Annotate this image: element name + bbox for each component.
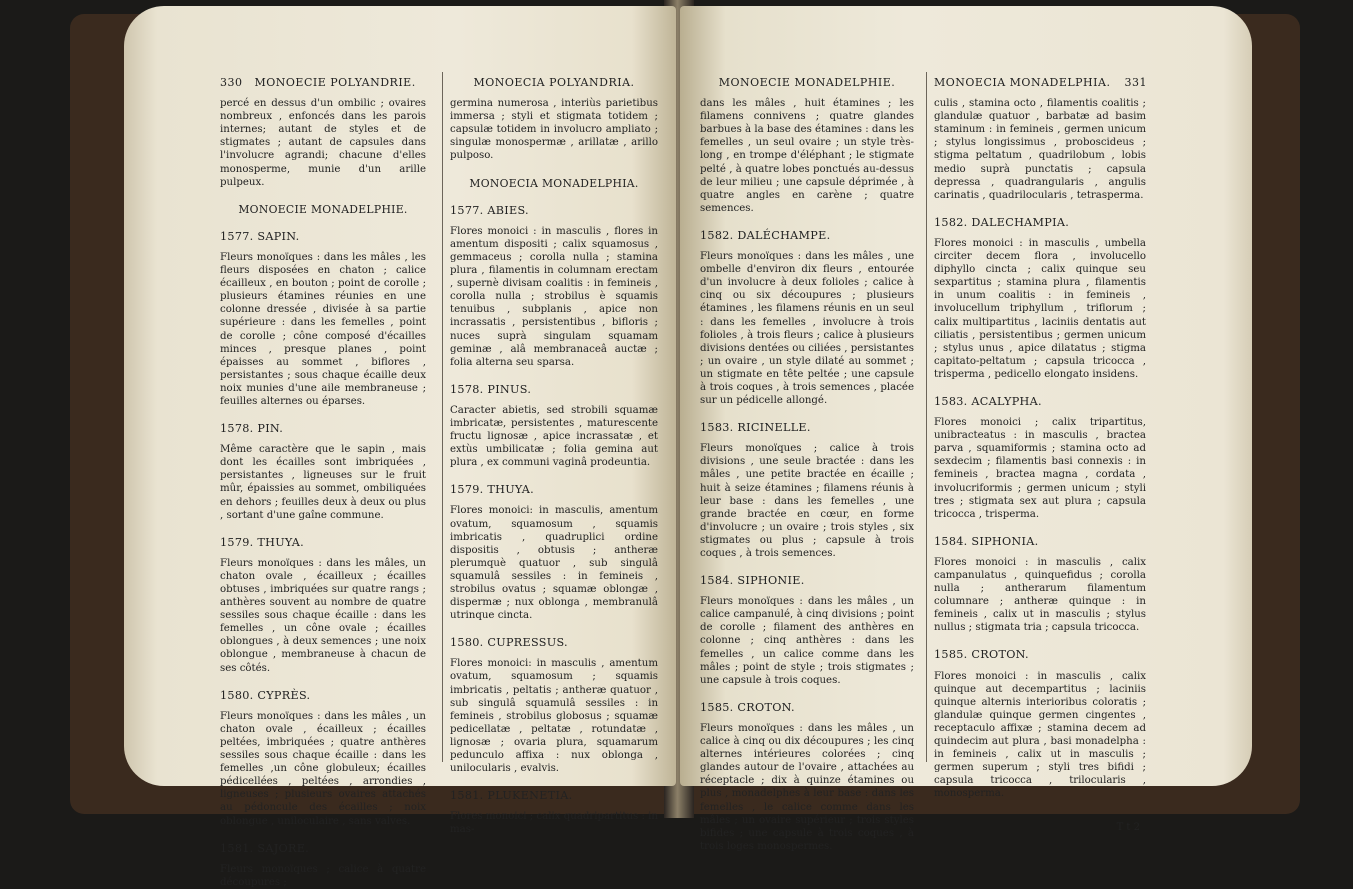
entry-list: [934, 216, 1146, 801]
paragraph: dans les mâles , huit étamines ; les filamens connivens ; quatre glandes barbues à la base des étamines : dans les femelles , un seul ovaire ; un style très-long , en trompe d'éléphant ; le stigmate pelté , à quatre lobes ponctués au-dessus de leur milieu ; une capsule déprimée , à quatre angles en carène ; quatre semences.: [700, 98, 915, 214]
entry-text: Fleurs monoïques ; calice à quatre découpures ;: [220, 863, 426, 888]
paragraph: culis , stamina octo , filamentis coalitis ; glandulæ quatuor , barbatæ ad basim staminum : in femineis , germen unicum ; stylus longissimus , proboscideus ; stigma peltatum , quadrilobum , lobis medio suprà punctatis ; capsula depressa , quadrangularis , angulis carinatis , quadrilocularis , tetrasperma.: [934, 98, 1146, 201]
entry-text: Flores monoici: in masculis , amentum ovatum, squamosum ; squamis imbricatis , peltatis ; antheræ quatuor , sub singulâ squamulâ sessiles : in femineis , strobilus globosus ; squamæ pedicellatæ , peltatæ , rotundatæ , lignosæ ; ovaria plura, squamarum pedunculo affixa : nux oblonga , unilocularis , evalvis.: [450, 658, 658, 775]
section-heading: MONOECIA MONADELPHIA.: [469, 176, 639, 190]
entry-title: 1578. PINUS.: [450, 382, 532, 396]
entry-text: Flores monoici : in masculis , umbella circiter decem flora , involucello diphyllo cincta ; calix quinque seu sexpartitus ; stamina plura , filamentis in unum coalitis : in femineis , involucellum triphyllum , triflorum ; calix multipartitus , laciniis dentatis aut ciliatis , persistentibus ; germen unicum ; stylus unus , apice dilatatus ; stigma capitato-peltatum ; capsula tricocca , trisperma , pedicello elongato insidens.: [934, 237, 1146, 380]
left-page: [124, 6, 676, 888]
entry-title: 1580. CUPRESSUS.: [450, 636, 568, 650]
signature-mark: T t 2: [1116, 821, 1140, 833]
running-header: MONOECIA MONADELPHIA.: [934, 76, 1111, 89]
section-heading: MONOECIE MONADELPHIE.: [238, 202, 408, 216]
entry-text: Flores monoici: in masculis, amentum ovatum, squamosum , squamis imbricatis , quadruplici ordine dispositis , obtusis ; antheræ plerumquè quatuor , sub singulâ squamulâ sessiles : in femineis , strobilus ovatus ; squamæ oblongæ , dispermæ ; nux oblonga , membranulâ utrinque cincta.: [450, 505, 658, 622]
running-header: MONOECIE POLYANDRIE.: [254, 76, 416, 89]
entry-title: 1577. ABIES.: [450, 203, 529, 217]
entry-text: Fleurs monoïques : dans les mâles , un calice campanulé, à cinq divisions ; point de corolle ; filament des anthères en colonne ; cinq anthères : dans les femelles , un calice comme dans les mâles ; point de style ; trois stigmates ; une capsule à trois coques.: [700, 596, 914, 686]
right-page-latin-column: [934, 76, 1146, 834]
running-header: MONOECIA POLYANDRIA.: [473, 76, 635, 89]
entry-title: 1580. CYPRÈS.: [220, 688, 311, 702]
column-divider: [442, 72, 443, 762]
entry-title: 1581. SAJORE.: [220, 841, 310, 855]
entry-title: 1583. ACALYPHA.: [934, 394, 1042, 408]
entry-text: Flores monoici ; calix quadripartitus : in mas-: [450, 811, 658, 836]
running-header: MONOECIE MONADELPHIE.: [718, 76, 896, 89]
left-page-french-column: [220, 76, 426, 889]
entry-title: 1578. PIN.: [220, 422, 284, 436]
entry-text: Flores monoici : in masculis , calix quinque aut decempartitus ; laciniis quinque alternis interioribus coloratis ; glandulæ quinque germen cingentes , receptaculo affixæ ; stamina decem ad quindecim aut plura , basi monadelpha : in femineis , calix ut in masculis ; germen superum ; styli tres bifidi ; capsula tricocca , trilocularis , monosperma.: [934, 670, 1146, 800]
entry-text: Fleurs monoïques : dans les mâles , un chaton ovale , écailleux ; écailles peltées, imbriquées ; quatre anthères sessiles sous chaque écaille : dans les femelles ,un cône globuleux; écailles pédicellées , peltées , arrondies , ligneuses ; plusieurs ovaires attachés au pédoncule des écailles ; noix oblongue , uniloculaire , sans valves.: [220, 710, 426, 827]
paragraph: percé en dessus d'un ombilic ; ovaires nombreux , enfoncés dans les parois internes; autant de styles et de stigmates ; autant de capsules dans l'involucre agrandi; chacune d'elles monosperme, munie d'un arille pulpeux.: [220, 98, 426, 188]
entry-list: [450, 204, 658, 837]
entry-text: Fleurs monoïques : dans les mâles, un chaton ovale , écailleux ; écailles obtuses , imbriquées sur quatre rangs ; anthères souvent au nombre de quatre sessiles sous chaque écaille : dans les femelles , un cône ovale ; écailles oblongues , à deux semences ; une noix oblongue , membraneuse à chacun de ses côtés.: [220, 557, 426, 674]
entry-text: Fleurs monoïques ; calice à trois divisions , une seule bractée : dans les mâles , une petite bractée en écaille ; huit à seize étamines ; filamens réunis à leur base : dans les femelles , une grande bractée en cœur, en forme d'involucre ; un ovaire ; trois styles , six stigmates ou plus ; capsule à trois coques , à trois semences.: [700, 443, 914, 559]
entry-text: Fleurs monoïques : dans les mâles , les fleurs disposées en chaton ; calice écailleux , en bouton ; point de corolle ; plusieurs étamines réunies en une colonne dressée , divisée à sa partie supérieure : dans les femelles , point de corolle ; cône composé d'écailles minces , presque planes , point épaisses au sommet , biflores , persistantes ; sous chaque écaille deux noix munies d'une aile membraneuse ; feuilles alternes ou éparses.: [220, 251, 426, 407]
entry-text: Flores monoici : in masculis , calix campanulatus , quinquefidus ; corolla nulla ; antherarum filamentum columnare ; antheræ quinque : in femineis , calix ut in masculis ; stylus nullus ; stigmata tria ; capsula tricocca.: [934, 556, 1146, 634]
entry-title: 1584. SIPHONIA.: [934, 534, 1039, 548]
entry-text: Flores monoici ; calix tripartitus, unibracteatus : in masculis , bractea parva , squamiformis ; stamina octo ad sexdecim ; filamentis basi connexis : in femineis , bractea magna , cordata , involucriformis ; germen unicum ; styli tres ; stigmata sex aut plura ; capsula tricocca , trisperma.: [934, 417, 1146, 520]
entry-text: Même caractère que le sapin , mais dont les écailles sont imbriquées , persistantes , ligneuses sur le fruit mûr, épaissies au sommet, ombiliquées en dehors ; feuilles deux à deux ou plus , sortant d'une gaîne commune.: [220, 444, 426, 521]
entry-title: 1581. PLUKENETIA.: [450, 789, 573, 803]
entry-title: 1585. CROTON.: [934, 648, 1029, 662]
entry-text: Flores monoici : in masculis , flores in amentum dispositi ; calix squamosus , gemmaceus ; corolla nulla ; stamina plura , filamentis in columnam erectam , supernè divisam coalitis : in femineis , corolla nulla ; strobilus è squamis tenuibus , subplanis , apice non incrassatis , persistentibus , bifloris ; nuces suprà singulam squamam geminæ , alâ membranaceâ auctæ ; folia alterna seu sparsa.: [450, 225, 658, 368]
entry-text: Caracter abietis, sed strobili squamæ imbricatæ, persistentes , maturescente fructu lignosæ , apice incrassatæ , et extùs umbilicatæ ; folia gemina aut plura , ex communi vaginâ prodeuntia.: [450, 404, 658, 469]
column-divider: [926, 72, 927, 762]
page-number: 330: [220, 76, 243, 89]
entry-title: 1585. CROTON.: [700, 700, 795, 714]
entry-title: 1583. RICINELLE.: [700, 421, 811, 435]
right-page-french-column: [700, 76, 914, 853]
entry-title: 1582. DALECHAMPIA.: [934, 215, 1070, 229]
entry-title: 1579. THUYA.: [220, 535, 304, 549]
entry-title: 1584. SIPHONIE.: [700, 574, 805, 588]
entry-list: [220, 230, 426, 889]
entry-list: [700, 229, 914, 853]
entry-title: 1579. THUYA.: [450, 483, 534, 497]
page-number: 331: [1124, 76, 1147, 89]
entry-text: Fleurs monoïques : dans les mâles , une ombelle d'environ dix fleurs , entourée d'un involucre à deux folioles ; calice à cinq ou six découpures ; plusieurs étamines , les filamens réunis en un seul : dans les femelles , involucre à trois folioles , à trois fleurs ; calice à plusieurs divisions dentées ou ciliées , persistantes ; un ovaire , un style dilaté au sommet ; un stigmate en tête peltée ; une capsule à trois coques , à trois semences , placée sur un pédicelle allongé.: [700, 251, 914, 407]
right-page: [680, 6, 1252, 852]
paragraph: germina numerosa , interiùs parietibus immersa ; styli et stigmata totidem ; capsulæ totidem in involucro ampliato ; singulæ monospermæ , arillatæ , arillo pulposo.: [450, 98, 658, 162]
entry-title: 1582. DALÉCHAMPE.: [700, 228, 831, 242]
entry-title: 1577. SAPIN.: [220, 229, 300, 243]
entry-text: Fleurs monoïques : dans les mâles , un calice à cinq ou dix découpures ; les cinq alternes intérieures colorées ; cinq glandes autour de l'ovaire , attachées au réceptacle ; dix à quinze étamines ou plus , monadelphes à leur base : dans les femelles , le calice comme dans les mâles ; un ovaire supérieur ; trois styles bifides ; une capsule à trois coques , à trois loges monospermes.: [700, 722, 914, 852]
left-page-latin-column: [450, 76, 658, 837]
